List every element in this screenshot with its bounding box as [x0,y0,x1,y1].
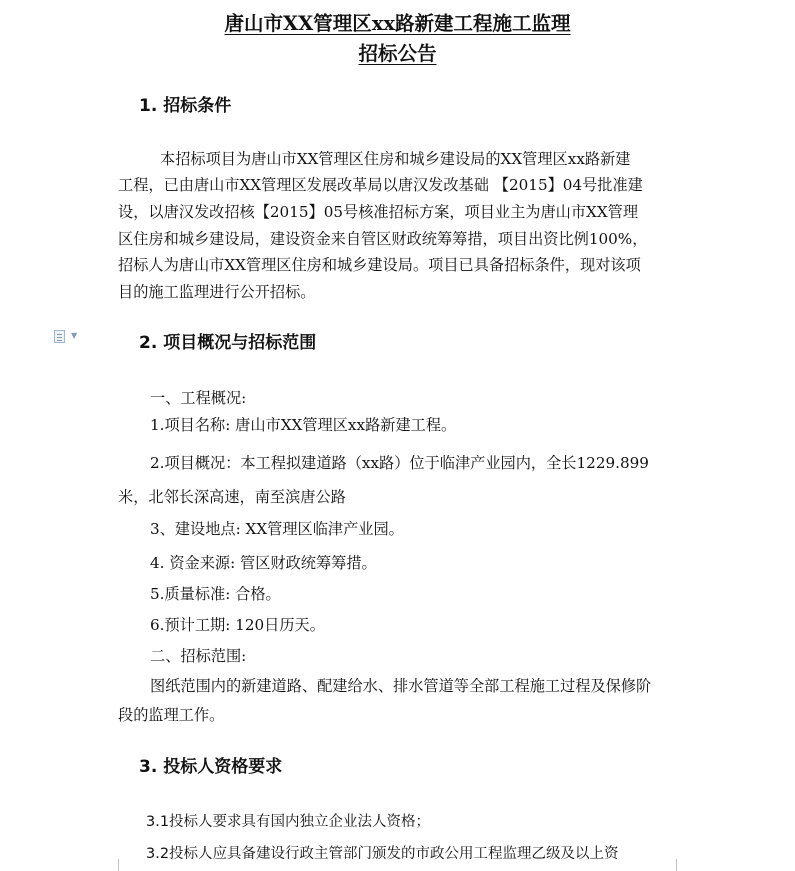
section1-heading: 1. 招标条件 [139,96,232,116]
page-margin-mark [100,859,119,871]
overview-item: 6.预计工期: 120日历天。 [150,616,325,634]
section1-line: 区住房和城乡建设局，建设资金来自管区财政统筹筹措，项目出资比例100%， [118,230,648,248]
section1-line: 目的施工监理进行公开招标。 [118,283,316,301]
qualification-item: 3.2投标人应具备建设行政主管部门颁发的市政公用工程监理乙级及以上资 [146,846,619,862]
document-outline-icon[interactable] [54,330,65,343]
section1-line: 本招标项目为唐山市XX管理区住房和城乡建设局的XX管理区xx路新建 [160,150,631,168]
scope-label: 二、招标范围: [150,647,247,665]
section3-heading: 3. 投标人资格要求 [139,757,283,777]
overview-label: 一、工程概况: [150,389,247,407]
document-title-line2: 招标公告 [358,42,437,65]
section1-line: 设，以唐汉发改招核【2015】05号核准招标方案，项目业主为唐山市XX管理 [118,203,639,221]
overview-item: 4. 资金来源: 管区财政统筹筹措。 [150,554,377,572]
overview-item: 1.项目名称: 唐山市XX管理区xx路新建工程。 [150,416,457,434]
scope-line: 图纸范围内的新建道路、配建给水、排水管道等全部工程施工过程及保修阶 [150,677,652,695]
dropdown-caret-icon[interactable]: ▼ [71,331,78,340]
qualification-item: 3.1投标人要求具有国内独立企业法人资格； [146,814,431,830]
section1-line: 招标人为唐山市XX管理区住房和城乡建设局。项目已具备招标条件，现对该项 [118,256,641,274]
section1-line: 工程，已由唐山市XX管理区发展改革局以唐汉发改基础 【2015】04号批准建 [118,176,643,194]
page-margin-mark [676,859,695,871]
overview-item: 5.质量标准: 合格。 [150,585,281,603]
overview-item-continuation: 米，北邻长深高速，南至滨唐公路 [118,488,346,506]
overview-item: 2.项目概况：本工程拟建道路（xx路）位于临津产业园内，全长1229.899 [150,454,649,472]
section2-heading: 2. 项目概况与招标范围 [139,333,317,353]
scope-line: 段的监理工作。 [118,706,225,724]
document-title-line1: 唐山市XX管理区xx路新建工程施工监理 [224,12,571,35]
overview-item: 3、建设地点: XX管理区临津产业园。 [150,520,404,538]
